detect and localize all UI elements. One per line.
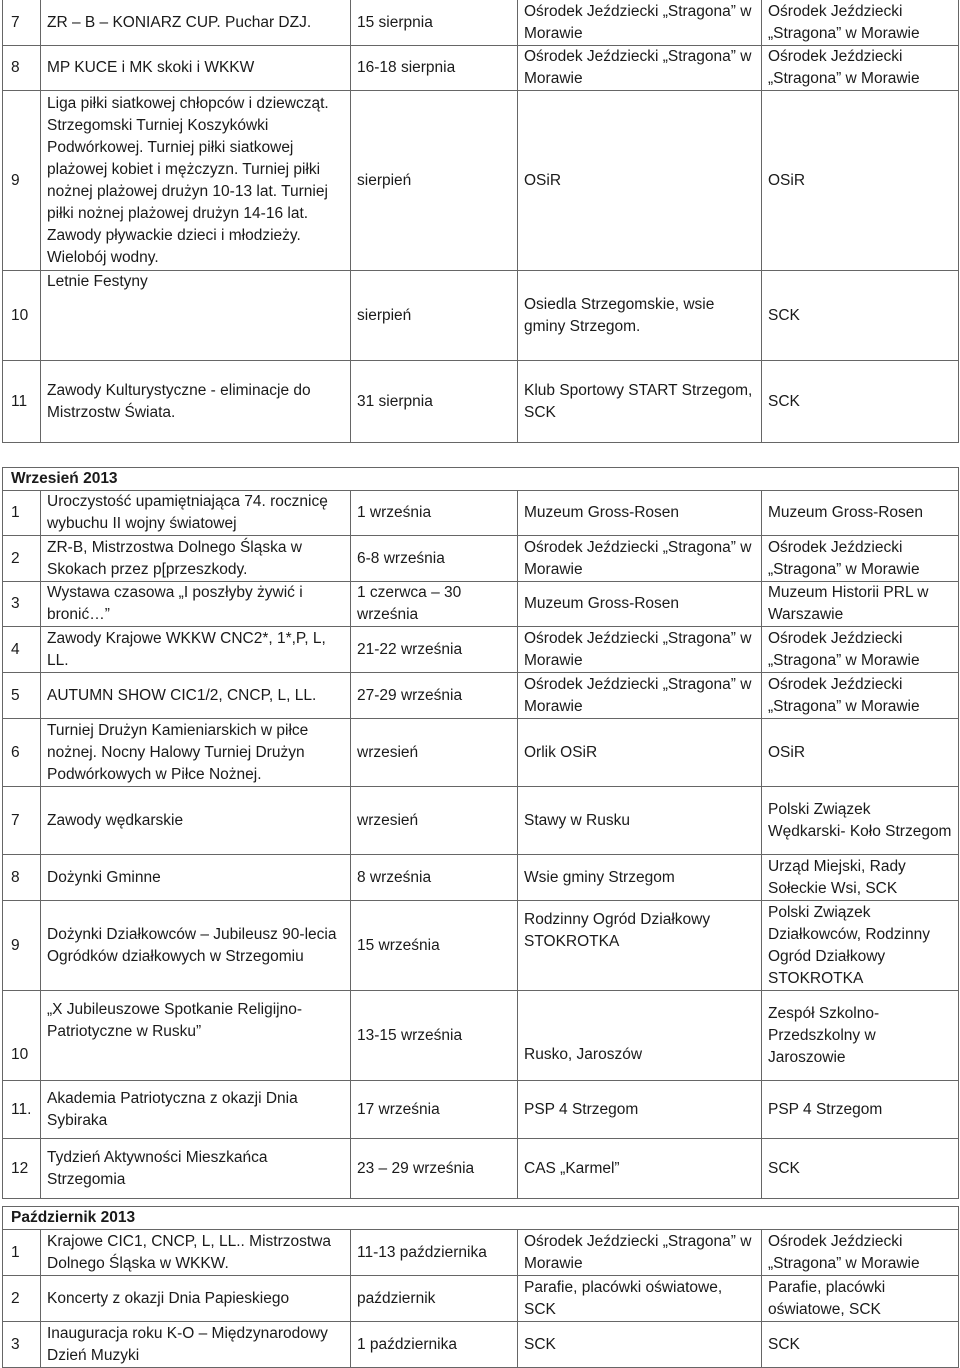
event-date: 13-15 września [351,991,518,1081]
event-date: wrzesień [351,787,518,855]
event-date: 1 września [351,491,518,536]
table-row [3,991,959,1081]
event-place: Muzeum Gross-Rosen [518,491,762,536]
row-number: 2 [3,1276,41,1322]
event-place: Rodzinny Ogród Działkowy STOKROTKA [518,901,762,991]
row-number: 10 [3,991,41,1081]
event-date: 6-8 września [351,536,518,582]
event-date: 21-22 września [351,627,518,673]
row-number: 11. [3,1081,41,1139]
events-table-august [2,0,959,443]
table-row [3,491,959,536]
row-number: 1 [3,491,41,536]
table-row [3,855,959,901]
event-place: Ośrodek Jeździecki „Stragona” w Morawie [518,46,762,91]
event-place: Wsie gminy Strzegom [518,855,762,901]
event-name: Zawody Kulturystyczne - eliminacje do Mistrzostw Świata. [41,361,351,443]
event-place: Ośrodek Jeździecki „Stragona” w Morawie [518,1230,762,1276]
event-name: Krajowe CIC1, CNCP, L, LL.. Mistrzostwa Dolnego Śląska w WKKW. [41,1230,351,1276]
event-organizer: Ośrodek Jeździecki „Stragona” w Morawie [762,1230,959,1276]
event-name: Tydzień Aktywności Mieszkańca Strzegomia [41,1139,351,1199]
event-organizer: Zespół Szkolno-Przedszkolny w Jaroszowie [762,991,959,1081]
row-number: 10 [3,271,41,361]
event-name: Dożynki Działkowców – Jubileusz 90-lecia Ogródków działkowych w Strzegomiu [41,901,351,991]
row-number: 4 [3,627,41,673]
row-number: 3 [3,582,41,627]
event-date: 15 września [351,901,518,991]
event-name: „X Jubileuszowe Spotkanie Religijno-Patriotyczne w Rusku” [41,991,351,1081]
event-place: PSP 4 Strzegom [518,1081,762,1139]
event-organizer: SCK [762,1322,959,1368]
row-number: 9 [3,91,41,271]
event-date: sierpień [351,271,518,361]
table-row [3,1081,959,1139]
event-place: Osiedla Strzegomskie, wsie gminy Strzegom. [518,271,762,361]
row-number: 9 [3,901,41,991]
row-number: 8 [3,46,41,91]
event-date: 23 – 29 września [351,1139,518,1199]
event-name: Liga piłki siatkowej chłopców i dziewcząt. Strzegomski Turniej Koszykówki Podwórkowej. Turniej piłki siatkowej plażowej kobiet i mężczyzn. Turniej piłki nożnej plażowej drużyn 10-13 lat. Turniej piłki nożnej plażowej drużyn 14-16 lat. Zawody pływackie dzieci i młodzieży. Wielobój wodny. [41,91,351,271]
event-date: 31 sierpnia [351,361,518,443]
row-number: 11 [3,361,41,443]
event-organizer: Ośrodek Jeździecki „Stragona” w Morawie [762,0,959,46]
table-row [3,1322,959,1368]
event-organizer: Ośrodek Jeździecki „Stragona” w Morawie [762,673,959,719]
event-place: Rusko, Jaroszów [518,991,762,1081]
event-place: Orlik OSiR [518,719,762,787]
event-name: Letnie Festyny [41,271,351,361]
table-row [3,673,959,719]
event-place: SCK [518,1322,762,1368]
event-name: Dożynki Gminne [41,855,351,901]
events-table-october [2,1206,959,1368]
event-place: Ośrodek Jeździecki „Stragona” w Morawie [518,627,762,673]
table-row [3,787,959,855]
table-row [3,719,959,787]
event-organizer: Ośrodek Jeździecki „Stragona” w Morawie [762,627,959,673]
table-row [3,46,959,91]
table-row [3,0,959,46]
event-organizer: Ośrodek Jeździecki „Stragona” w Morawie [762,536,959,582]
event-date: 15 sierpnia [351,0,518,46]
row-number: 8 [3,855,41,901]
event-place: Stawy w Rusku [518,787,762,855]
event-name: AUTUMN SHOW CIC1/2, CNCP, L, LL. [41,673,351,719]
events-table-september [2,467,959,1199]
table-row [3,91,959,271]
event-organizer: OSiR [762,719,959,787]
event-organizer: Parafie, placówki oświatowe, SCK [762,1276,959,1322]
row-number: 12 [3,1139,41,1199]
table-row [3,901,959,991]
event-place: Parafie, placówki oświatowe, SCK [518,1276,762,1322]
event-date: 8 września [351,855,518,901]
section-header-row [3,1207,959,1230]
event-name: ZR-B, Mistrzostwa Dolnego Śląska w Skokach przez p[przeszkody. [41,536,351,582]
event-name: Uroczystość upamiętniająca 74. rocznicę wybuchu II wojny światowej [41,491,351,536]
event-date: wrzesień [351,719,518,787]
event-organizer: Polski Związek Działkowców, Rodzinny Ogród Działkowy STOKROTKA [762,901,959,991]
event-place: Ośrodek Jeździecki „Stragona” w Morawie [518,673,762,719]
table-row [3,361,959,443]
row-number: 7 [3,787,41,855]
event-place: CAS „Karmel” [518,1139,762,1199]
event-date: 1 czerwca – 30 września [351,582,518,627]
event-organizer: Muzeum Historii PRL w Warszawie [762,582,959,627]
event-organizer: Ośrodek Jeździecki „Stragona” w Morawie [762,46,959,91]
event-place: Ośrodek Jeździecki „Stragona” w Morawie [518,0,762,46]
table-row [3,1139,959,1199]
table-row [3,1230,959,1276]
event-name: ZR – B – KONIARZ CUP. Puchar DZJ. [41,0,351,46]
event-organizer: SCK [762,1139,959,1199]
event-place: OSiR [518,91,762,271]
event-organizer: Polski Związek Wędkarski- Koło Strzegom [762,787,959,855]
row-number: 1 [3,1230,41,1276]
event-name: Wystawa czasowa „I poszłyby żywić i bronić…” [41,582,351,627]
event-date: 27-29 września [351,673,518,719]
event-organizer: Urząd Miejski, Rady Sołeckie Wsi, SCK [762,855,959,901]
event-name: Inauguracja roku K-O – Międzynarodowy Dzień Muzyki [41,1322,351,1368]
event-place: Klub Sportowy START Strzegom, SCK [518,361,762,443]
event-organizer: Muzeum Gross-Rosen [762,491,959,536]
event-date: 17 września [351,1081,518,1139]
table-row [3,582,959,627]
event-date: sierpień [351,91,518,271]
section-header: Październik 2013 [3,1207,959,1230]
row-number: 2 [3,536,41,582]
event-date: 11-13 października [351,1230,518,1276]
row-number: 3 [3,1322,41,1368]
event-name: Koncerty z okazji Dnia Papieskiego [41,1276,351,1322]
event-date: 1 października [351,1322,518,1368]
event-name: MP KUCE i MK skoki i WKKW [41,46,351,91]
event-organizer: SCK [762,271,959,361]
event-place: Muzeum Gross-Rosen [518,582,762,627]
event-date: 16-18 sierpnia [351,46,518,91]
event-organizer: PSP 4 Strzegom [762,1081,959,1139]
event-name: Turniej Drużyn Kamieniarskich w piłce nożnej. Nocny Halowy Turniej Drużyn Podwórkowych w Piłce Nożnej. [41,719,351,787]
event-name: Akademia Patriotyczna z okazji Dnia Sybiraka [41,1081,351,1139]
row-number: 5 [3,673,41,719]
event-place: Ośrodek Jeździecki „Stragona” w Morawie [518,536,762,582]
event-date: październik [351,1276,518,1322]
section-header: Wrzesień 2013 [3,468,959,491]
row-number: 6 [3,719,41,787]
section-header-row [3,468,959,491]
table-row [3,1276,959,1322]
event-name: Zawody Krajowe WKKW CNC2*, 1*,P, L, LL. [41,627,351,673]
row-number: 7 [3,0,41,46]
event-name: Zawody wędkarskie [41,787,351,855]
table-row [3,627,959,673]
table-row [3,271,959,361]
event-organizer: OSiR [762,91,959,271]
event-organizer: SCK [762,361,959,443]
table-row [3,536,959,582]
